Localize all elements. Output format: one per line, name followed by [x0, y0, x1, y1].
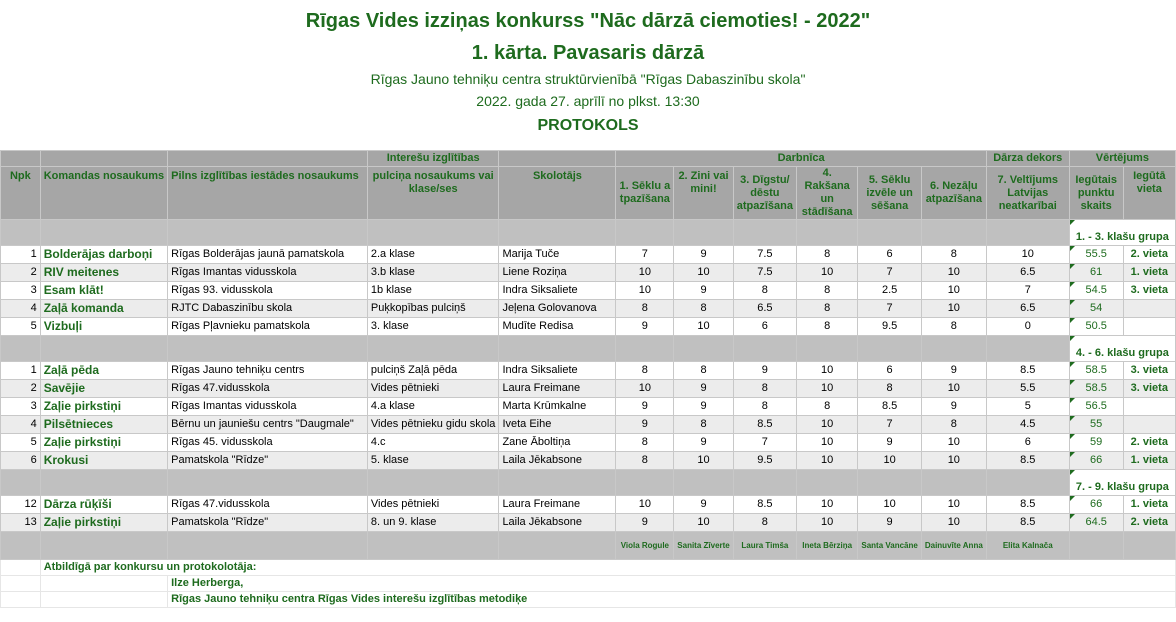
score-cell: 6.5 — [733, 300, 796, 318]
teacher-name: Laura Freimane — [499, 496, 616, 514]
separator-cell — [616, 470, 674, 496]
score-cell: 0 — [986, 318, 1069, 336]
table-row — [1, 246, 1176, 264]
protocol-heading: PROTOKOLS — [537, 117, 639, 134]
separator-cell — [1, 220, 41, 246]
score-cell: 10 — [921, 264, 986, 282]
separator-cell — [367, 220, 499, 246]
score-cell: 9 — [674, 434, 733, 452]
score-cell: 10 — [796, 362, 857, 380]
score-cell: 10 — [674, 514, 733, 532]
interest-group: 5. klase — [367, 452, 499, 470]
judges-empty-cell — [1069, 532, 1123, 560]
total-points: 50.5 — [1069, 318, 1123, 336]
interest-group: 2.a klase — [367, 246, 499, 264]
interest-group: 8. un 9. klase — [367, 514, 499, 532]
row-number: 13 — [1, 514, 41, 532]
separator-cell — [168, 470, 368, 496]
row-number: 3 — [1, 282, 41, 300]
total-points: 54.5 — [1069, 282, 1123, 300]
score-cell: 10 — [674, 318, 733, 336]
teacher-name: Marija Tuče — [499, 246, 616, 264]
team-name: Krokusi — [40, 452, 167, 470]
score-cell: 9 — [921, 362, 986, 380]
total-points: 55 — [1069, 416, 1123, 434]
document-title: Rīgas Vides izziņas konkurss "Nāc dārzā ciemoties! - 2022" — [305, 10, 871, 32]
separator-cell — [986, 470, 1069, 496]
interest-group: 3. klase — [367, 318, 499, 336]
team-name: Zaļie pirkstiņi — [40, 434, 167, 452]
separator-cell — [733, 470, 796, 496]
score-cell: 8.5 — [986, 514, 1069, 532]
score-cell: 9 — [674, 496, 733, 514]
score-cell: 10 — [921, 514, 986, 532]
score-cell: 8 — [796, 300, 857, 318]
group-separator-row — [1, 470, 1176, 496]
separator-cell — [367, 470, 499, 496]
score-cell: 10 — [796, 416, 857, 434]
score-cell: 10 — [796, 514, 857, 532]
table-row — [1, 496, 1176, 514]
judge-name: Sanita Zīverte — [674, 532, 733, 560]
header-row-top — [1, 151, 1176, 167]
decor-header: Dārza dekors — [986, 151, 1069, 167]
separator-cell — [40, 336, 167, 362]
score-cell: 7 — [858, 416, 921, 434]
separator-cell — [921, 336, 986, 362]
total-points: 55.5 — [1069, 246, 1123, 264]
footer-empty-cell — [40, 576, 167, 592]
total-points: 56.5 — [1069, 398, 1123, 416]
score-cell: 4.5 — [986, 416, 1069, 434]
footer-row — [1, 592, 1176, 608]
score-cell: 9 — [616, 514, 674, 532]
separator-cell — [674, 336, 733, 362]
total-points: 58.5 — [1069, 362, 1123, 380]
team-header: Komandas nosaukums — [40, 167, 167, 220]
total-points: 59 — [1069, 434, 1123, 452]
separator-cell — [796, 220, 857, 246]
row-number: 3 — [1, 398, 41, 416]
teacher-name: Zane Āboltiņa — [499, 434, 616, 452]
school-name: Rīgas 47.vidusskola — [168, 496, 368, 514]
seed-id-header: 1. Sēklu atpazīšana — [616, 167, 674, 220]
score-cell: 8 — [796, 398, 857, 416]
separator-cell — [1, 336, 41, 362]
team-name: Dārza rūķīši — [40, 496, 167, 514]
judge-name: Laura Timša — [733, 532, 796, 560]
row-number: 1 — [1, 246, 41, 264]
footer-empty-cell — [1, 560, 41, 576]
total-points: 61 — [1069, 264, 1123, 282]
score-cell: 10 — [921, 282, 986, 300]
school-name: Rīgas 47.vidusskola — [168, 380, 368, 398]
score-cell: 8 — [674, 362, 733, 380]
interest-group: Puķkopības pulciņš — [367, 300, 499, 318]
separator-cell — [40, 470, 167, 496]
team-name: Esam klāt! — [40, 282, 167, 300]
results-table — [0, 150, 1176, 608]
school-name: RJTC Dabaszinību skola — [168, 300, 368, 318]
group-separator-row — [1, 336, 1176, 362]
row-number: 2 — [1, 264, 41, 282]
score-cell: 9 — [616, 318, 674, 336]
teacher-name: Jeļena Golovanova — [499, 300, 616, 318]
footer-empty-cell — [1, 592, 41, 608]
score-cell: 8 — [733, 380, 796, 398]
separator-cell — [168, 336, 368, 362]
row-number: 5 — [1, 318, 41, 336]
score-cell: 8 — [858, 380, 921, 398]
separator-cell — [858, 220, 921, 246]
judge-name: Dainuvīte Anna — [921, 532, 986, 560]
score-cell: 7 — [986, 282, 1069, 300]
separator-cell — [1, 470, 41, 496]
separator-cell — [616, 220, 674, 246]
total-points: 66 — [1069, 452, 1123, 470]
group-label: 4. - 6. klašu grupa — [1069, 336, 1175, 362]
teacher-name: Mudīte Redisa — [499, 318, 616, 336]
footer-position: Rīgas Jauno tehniķu centra Rīgas Vides interešu izglītības metodiķe — [168, 592, 1176, 608]
school-name: Pamatskola "Rīdze" — [168, 514, 368, 532]
school-name: Rīgas Pļavnieku pamatskola — [168, 318, 368, 336]
team-name: Zaļie pirkstiņi — [40, 398, 167, 416]
score-cell: 8 — [616, 362, 674, 380]
judges-empty-cell — [1123, 532, 1175, 560]
separator-cell — [499, 470, 616, 496]
score-cell: 6 — [986, 434, 1069, 452]
interest-group: Vides pētnieki — [367, 380, 499, 398]
score-cell: 10 — [921, 434, 986, 452]
dedication-header: 7. Veltījums Latvijas neatkarībai — [986, 167, 1069, 220]
interest-group: 3.b klase — [367, 264, 499, 282]
score-cell: 10 — [858, 452, 921, 470]
separator-cell — [733, 220, 796, 246]
total-points: 64.5 — [1069, 514, 1123, 532]
school-name: Bērnu un jauniešu centrs "Daugmale" — [168, 416, 368, 434]
place-cell — [1123, 416, 1175, 434]
score-cell: 9 — [921, 398, 986, 416]
score-cell: 6 — [858, 362, 921, 380]
school-name: Rīgas Imantas vidusskola — [168, 398, 368, 416]
separator-cell — [674, 470, 733, 496]
document-subtitle: 1. kārta. Pavasaris dārzā — [471, 42, 705, 64]
team-name: Zaļā pēda — [40, 362, 167, 380]
score-cell: 6 — [858, 246, 921, 264]
score-cell: 8 — [921, 416, 986, 434]
judge-name: Ineta Bērziņa — [796, 532, 857, 560]
table-row — [1, 300, 1176, 318]
interest-group: 1b klase — [367, 282, 499, 300]
row-number: 1 — [1, 362, 41, 380]
score-cell: 7.5 — [733, 264, 796, 282]
separator-cell — [858, 336, 921, 362]
separator-cell — [858, 470, 921, 496]
score-cell: 10 — [921, 452, 986, 470]
digging-header: 4. Rakšana un stādīšana — [796, 167, 857, 220]
score-cell: 8.5 — [733, 496, 796, 514]
table-row — [1, 362, 1176, 380]
score-cell: 7.5 — [733, 246, 796, 264]
score-cell: 10 — [616, 282, 674, 300]
score-cell: 8 — [796, 318, 857, 336]
score-cell: 9 — [674, 398, 733, 416]
score-cell: 9 — [733, 362, 796, 380]
team-name: Vizbuļi — [40, 318, 167, 336]
team-name: RIV meitenes — [40, 264, 167, 282]
evaluation-header: Vērtējums — [1069, 151, 1175, 167]
place-cell: 2. vieta — [1123, 514, 1175, 532]
team-name: Savējie — [40, 380, 167, 398]
row-number: 5 — [1, 434, 41, 452]
separator-cell — [796, 470, 857, 496]
place-cell: 3. vieta — [1123, 282, 1175, 300]
score-cell: 5.5 — [986, 380, 1069, 398]
interest-group: 4.a klase — [367, 398, 499, 416]
place-cell: 2. vieta — [1123, 434, 1175, 452]
place-cell: 1. vieta — [1123, 264, 1175, 282]
date-line: 2022. gada 27. aprīlī no plkst. 13:30 — [476, 93, 700, 109]
judges-empty-cell — [367, 532, 499, 560]
interest-group: pulciņš Zaļā pēda — [367, 362, 499, 380]
total-points: 66 — [1069, 496, 1123, 514]
score-cell: 10 — [921, 300, 986, 318]
score-cell: 10 — [674, 452, 733, 470]
score-cell: 6 — [733, 318, 796, 336]
points-header: Iegūtais punktu skaits — [1069, 167, 1123, 220]
score-cell: 9 — [858, 434, 921, 452]
teacher-name: Iveta Eihe — [499, 416, 616, 434]
place-cell — [1123, 318, 1175, 336]
school-name: Rīgas Imantas vidusskola — [168, 264, 368, 282]
row-number: 6 — [1, 452, 41, 470]
table-row — [1, 282, 1176, 300]
separator-cell — [986, 336, 1069, 362]
place-cell: 1. vieta — [1123, 452, 1175, 470]
score-cell: 8 — [674, 416, 733, 434]
score-cell: 10 — [616, 264, 674, 282]
team-name: Zaļā komanda — [40, 300, 167, 318]
teacher-name: Indra Siksaliete — [499, 362, 616, 380]
group-label: 7. - 9. klašu grupa — [1069, 470, 1175, 496]
score-cell: 8 — [921, 246, 986, 264]
group-separator-row — [1, 220, 1176, 246]
score-cell: 10 — [921, 380, 986, 398]
score-cell: 8 — [796, 246, 857, 264]
score-cell: 8 — [733, 514, 796, 532]
team-name: Pilsētnieces — [40, 416, 167, 434]
score-cell: 8 — [733, 398, 796, 416]
teacher-header: Skolotājs — [499, 167, 616, 220]
judges-empty-cell — [168, 532, 368, 560]
judges-empty-cell — [499, 532, 616, 560]
guess-header: 2. Zini vai mini! — [674, 167, 733, 220]
header-row-main — [1, 167, 1176, 220]
group-label: 1. - 3. klašu grupa — [1069, 220, 1175, 246]
teacher-name: Laila Jēkabsone — [499, 514, 616, 532]
workshop-header: Darbnīca — [616, 151, 986, 167]
score-cell: 8.5 — [986, 496, 1069, 514]
footer-empty-cell — [40, 592, 167, 608]
interest-group: 4.c — [367, 434, 499, 452]
score-cell: 2.5 — [858, 282, 921, 300]
weed-id-header: 6. Nezāļu atpazīšana — [921, 167, 986, 220]
separator-cell — [674, 220, 733, 246]
place-cell: 1. vieta — [1123, 496, 1175, 514]
school-name: Rīgas 45. vidusskola — [168, 434, 368, 452]
score-cell: 5 — [986, 398, 1069, 416]
table-row — [1, 380, 1176, 398]
place-cell — [1123, 398, 1175, 416]
teacher-name: Indra Siksaliete — [499, 282, 616, 300]
footer-row — [1, 560, 1176, 576]
table-row — [1, 264, 1176, 282]
judge-name: Elita Kalnača — [986, 532, 1069, 560]
sprout-id-header: 3. Dīgstu/ dēstu atpazīšana — [733, 167, 796, 220]
score-cell: 9.5 — [858, 318, 921, 336]
score-cell: 7 — [858, 264, 921, 282]
score-cell: 10 — [796, 452, 857, 470]
score-cell: 9 — [858, 514, 921, 532]
score-cell: 6.5 — [986, 264, 1069, 282]
score-cell: 10 — [796, 434, 857, 452]
separator-cell — [499, 220, 616, 246]
teacher-name: Marta Krūmkalne — [499, 398, 616, 416]
seed-choice-header: 5. Sēklu izvēle un sēšana — [858, 167, 921, 220]
separator-cell — [733, 336, 796, 362]
score-cell: 9.5 — [733, 452, 796, 470]
score-cell: 10 — [986, 246, 1069, 264]
interest-header: pulciņa nosaukums vai klase/ses — [367, 167, 499, 220]
school-name: Rīgas Bolderājas jaunā pamatskola — [168, 246, 368, 264]
score-cell: 8.5 — [858, 398, 921, 416]
row-number: 4 — [1, 300, 41, 318]
table-row — [1, 318, 1176, 336]
table-row — [1, 398, 1176, 416]
score-cell: 8 — [616, 452, 674, 470]
interest-group: Vides pētnieku gidu skola — [367, 416, 499, 434]
place-cell: 3. vieta — [1123, 362, 1175, 380]
score-cell: 9 — [616, 398, 674, 416]
score-cell: 8.5 — [986, 452, 1069, 470]
judges-empty-cell — [1, 532, 41, 560]
score-cell: 8.5 — [733, 416, 796, 434]
separator-cell — [921, 220, 986, 246]
score-cell: 10 — [616, 380, 674, 398]
score-cell: 8 — [733, 282, 796, 300]
school-header: Pilns izglītības iestādes nosaukums — [168, 167, 368, 220]
organizer-line: Rīgas Jauno tehniķu centra struktūrvienībā "Rīgas Dabaszinību skola" — [370, 71, 806, 87]
score-cell: 10 — [796, 380, 857, 398]
school-name: Rīgas 93. vidusskola — [168, 282, 368, 300]
separator-cell — [499, 336, 616, 362]
separator-cell — [367, 336, 499, 362]
score-cell: 10 — [796, 264, 857, 282]
score-cell: 8 — [796, 282, 857, 300]
score-cell: 10 — [858, 496, 921, 514]
footer-name: Ilze Herberga, — [168, 576, 1176, 592]
teacher-name: Liene Roziņa — [499, 264, 616, 282]
footer-empty-cell — [1, 576, 41, 592]
separator-cell — [168, 220, 368, 246]
team-name: Bolderājas darboņi — [40, 246, 167, 264]
score-cell: 10 — [674, 264, 733, 282]
table-row — [1, 452, 1176, 470]
score-cell: 8 — [674, 300, 733, 318]
score-cell: 8 — [616, 434, 674, 452]
score-cell: 8 — [921, 318, 986, 336]
school-name: Rīgas Jauno tehniķu centrs — [168, 362, 368, 380]
place-cell — [1123, 300, 1175, 318]
separator-cell — [921, 470, 986, 496]
table-row — [1, 416, 1176, 434]
judge-name: Santa Vancāne — [858, 532, 921, 560]
interest-top-header: Interešu izglītības — [367, 151, 499, 167]
judges-empty-cell — [40, 532, 167, 560]
footer-responsible: Atbildīgā par konkursu un protokolotāja: — [40, 560, 1175, 576]
place-cell: 2. vieta — [1123, 246, 1175, 264]
separator-cell — [40, 220, 167, 246]
score-cell: 9 — [674, 282, 733, 300]
separator-cell — [986, 220, 1069, 246]
separator-cell — [616, 336, 674, 362]
score-cell: 9 — [616, 416, 674, 434]
place-header: Iegūtā vieta — [1123, 167, 1175, 220]
place-cell: 3. vieta — [1123, 380, 1175, 398]
teacher-name: Laila Jēkabsone — [499, 452, 616, 470]
score-cell: 7 — [858, 300, 921, 318]
footer-row — [1, 576, 1176, 592]
teacher-name: Laura Freimane — [499, 380, 616, 398]
score-cell: 8 — [616, 300, 674, 318]
total-points: 54 — [1069, 300, 1123, 318]
school-name: Pamatskola "Rīdze" — [168, 452, 368, 470]
judge-name: Viola Rogule — [616, 532, 674, 560]
row-number: 4 — [1, 416, 41, 434]
table-row — [1, 514, 1176, 532]
table-row — [1, 434, 1176, 452]
row-number: 2 — [1, 380, 41, 398]
score-cell: 7 — [616, 246, 674, 264]
score-cell: 7 — [733, 434, 796, 452]
score-cell: 10 — [796, 496, 857, 514]
score-cell: 8.5 — [986, 362, 1069, 380]
score-cell: 10 — [921, 496, 986, 514]
score-cell: 6.5 — [986, 300, 1069, 318]
row-number: 12 — [1, 496, 41, 514]
separator-cell — [796, 336, 857, 362]
team-name: Zaļie pirkstiņi — [40, 514, 167, 532]
score-cell: 9 — [674, 380, 733, 398]
total-points: 58.5 — [1069, 380, 1123, 398]
npk-header: Npk — [1, 167, 41, 220]
score-cell: 9 — [674, 246, 733, 264]
interest-group: Vides pētnieki — [367, 496, 499, 514]
judges-row — [1, 532, 1176, 560]
score-cell: 10 — [616, 496, 674, 514]
